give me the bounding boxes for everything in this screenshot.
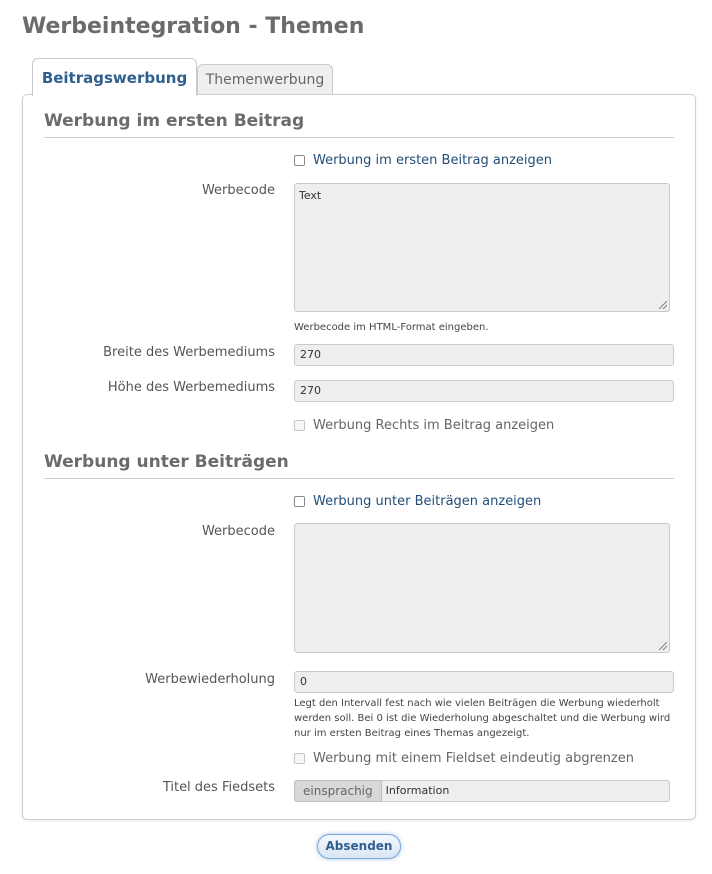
fieldset-title-field	[294, 780, 670, 802]
section-title-below-posts: Werbung unter Beiträgen	[44, 452, 674, 479]
checkbox-icon[interactable]	[294, 496, 305, 507]
language-toggle-button[interactable]: einsprachig	[294, 780, 382, 802]
resize-grip-icon[interactable]	[659, 642, 667, 650]
ad-code-label: Werbecode	[201, 183, 275, 198]
checkbox-label[interactable]: Werbung mit einem Fieldset eindeutig abgrenzen	[313, 751, 634, 766]
checkbox-icon[interactable]	[294, 420, 305, 431]
show-first-post-ad-checkbox[interactable]	[294, 153, 552, 168]
submit-button[interactable]: Absenden	[317, 834, 401, 859]
show-right-ad-checkbox[interactable]	[294, 418, 554, 433]
ad-repeat-label: Werbewiederholung	[145, 672, 275, 687]
tab-themenwerbung[interactable]: Themenwerbung	[197, 64, 333, 95]
page-title: Werbeintegration - Themen	[22, 14, 365, 39]
fieldset-title-label: Titel des Fiedsets	[162, 780, 275, 795]
resize-grip-icon[interactable]	[659, 301, 667, 309]
ad-repeat-hint: Legt den Intervall fest nach wie vielen Beiträgen die Werbung wiederholt werden soll. Bei 0 ist die Wiederholung abgeschaltet und die Werbung wird nur im ersten Beitrag eines Themas angezeigt.	[294, 698, 671, 739]
ad-height-label: Höhe des Werbemediums	[107, 380, 275, 395]
checkbox-icon[interactable]	[294, 753, 305, 764]
ad-code-hint: Werbecode im HTML-Format eingeben.	[294, 322, 489, 333]
fieldset-checkbox[interactable]	[294, 751, 634, 766]
ad-code-textarea-2[interactable]	[294, 523, 670, 653]
checkbox-label[interactable]: Werbung unter Beiträgen anzeigen	[313, 494, 542, 509]
tab-beitragswerbung[interactable]: Beitragswerbung	[32, 58, 197, 96]
checkbox-icon[interactable]	[294, 155, 305, 166]
ad-code-label-2: Werbecode	[201, 524, 275, 539]
ad-code-textarea[interactable]	[294, 183, 670, 312]
ad-repeat-input[interactable]: 0	[294, 671, 674, 693]
show-below-posts-ad-checkbox[interactable]	[294, 494, 541, 509]
ad-code-value: Text	[299, 189, 322, 202]
fieldset-title-input[interactable]: Information	[382, 780, 670, 802]
ad-width-input[interactable]: 270	[294, 344, 674, 366]
checkbox-label[interactable]: Werbung Rechts im Beitrag anzeigen	[313, 418, 555, 433]
settings-panel	[22, 94, 696, 820]
ad-height-input[interactable]: 270	[294, 380, 674, 402]
checkbox-label[interactable]: Werbung im ersten Beitrag anzeigen	[313, 153, 552, 168]
ad-width-label: Breite des Werbemediums	[103, 345, 275, 360]
section-title-first-post: Werbung im ersten Beitrag	[44, 111, 674, 138]
